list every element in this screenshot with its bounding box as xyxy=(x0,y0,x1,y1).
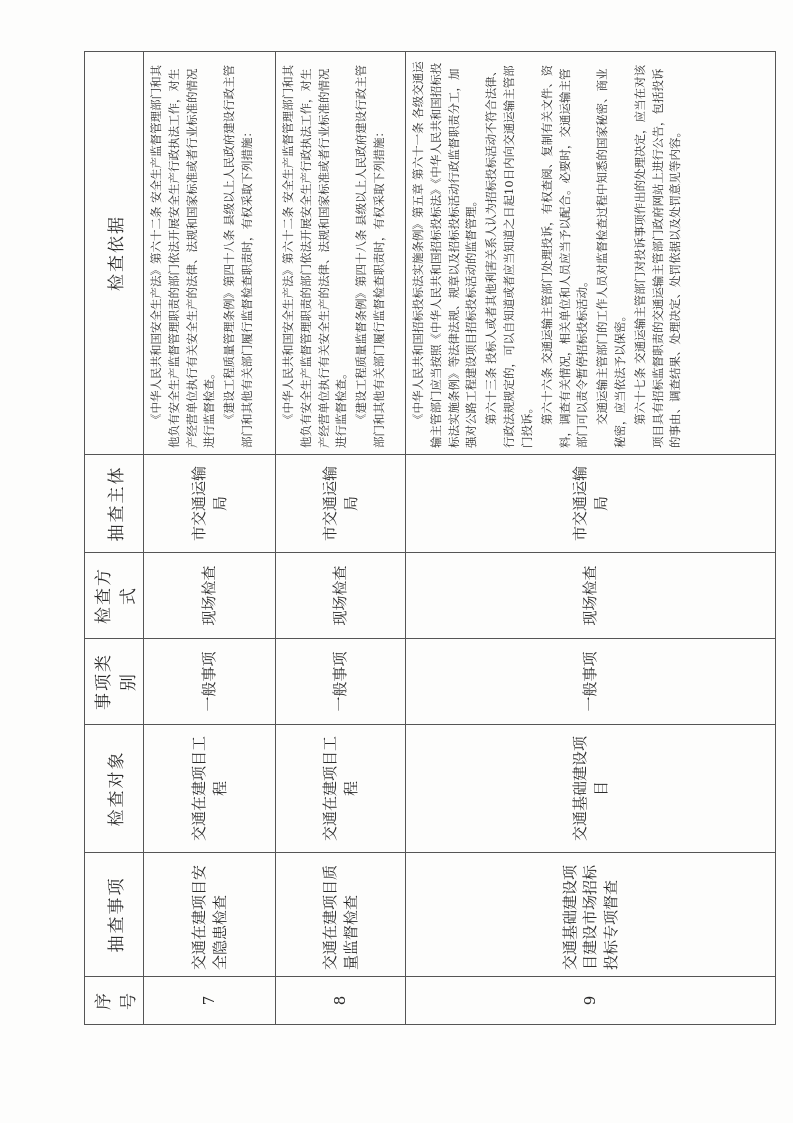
basis-paragraph: 《建设工程质量监督条例》第四十八条 县级以上人民政府建设行政主管部门和其他有关部门履行监督检查职责时，有权采取下列措施： xyxy=(354,64,387,448)
cell-basis xyxy=(276,52,406,455)
cell-category: 一般事项 xyxy=(276,639,406,725)
cell-basis xyxy=(406,52,776,455)
rotated-table-frame xyxy=(84,52,764,1025)
basis-paragraph: 交通运输主管部门的工作人员对监督检查过程中知悉的国家秘密、商业秘密，应当依法予以保密。 xyxy=(595,68,627,448)
header-object: 检查对象 xyxy=(85,725,144,853)
cell-method: 现场检查 xyxy=(144,553,276,639)
basis-paragraph: 《建设工程质量管理条例》第四十八条 县级以上人民政府建设行政主管部门和其他有关部门履行监督检查职责时，有权采取下列措施： xyxy=(222,64,255,448)
header-subject: 抽查主体 xyxy=(85,455,144,553)
basis-paragraph: 《中华人民共和国安全生产法》第六十二条 安全生产监督管理部门和其他负有安全生产监督管理职责的部门依法开展安全生产行政执法工作，对生产经营单位执行有关安全生产的法律、法规和国家标准或者行业标准的情况进行监督检查。 xyxy=(149,64,217,448)
cell-subject: 市交通运输局 xyxy=(276,455,406,553)
basis-paragraph: 《中华人民共和国安全生产法》第六十二条 安全生产监督管理部门和其他负有安全生产监督管理职责的部门依法开展安全生产行政执法工作，对生产经营单位执行有关安全生产的法律、法规和国家标准或者行业标准的情况进行监督检查。 xyxy=(281,64,349,448)
basis-paragraph: 第六十六条 交通运输主管部门处理投诉，有权查阅、复制有关文件、资料，调查有关情况，相关单位和人员应当予以配合。必要时，交通运输主管部门可以责令暂停招标投标活动。 xyxy=(539,64,590,448)
table-row xyxy=(406,52,776,1025)
basis-paragraph: 《中华人民共和国招标投标法实施条例》第五章 第六十一条 各级交通运输主管部门应当按照《中华人民共和国招标投标法》《中华人民共和国招标投标法实施条例》等法律法规、规章以及招标投标活动行政监督职责分工，加强对公路工程建设项目招标投标活动的监督管理。 xyxy=(411,61,479,448)
basis-paragraph: 第六十七条 交通运输主管部门对投诉事项作出的处理决定，应当在对该项目具有招标监督职责的交通运输主管部门政府网站上进行公告，包括投诉的事由、调查结果、处理决定、处罚依据以及处罚意见等内容。 xyxy=(632,64,683,448)
cell-basis xyxy=(144,52,276,455)
inspection-table xyxy=(84,51,776,1025)
cell-item: 交通在建项目质量监督检查 xyxy=(276,853,406,977)
cell-no: 7 xyxy=(144,977,276,1025)
header-basis: 检查依据 xyxy=(85,52,144,455)
cell-object: 交通在建项目工程 xyxy=(144,725,276,853)
cell-method: 现场检查 xyxy=(406,553,776,639)
cell-category: 一般事项 xyxy=(406,639,776,725)
header-no: 序号 xyxy=(85,977,144,1025)
basis-paragraph: 第六十三条 投标人或者其他利害关系人认为招标投标活动不符合法律、行政法规规定的，可以自知道或者应当知道之日起10日内向交通运输主管部门投诉。 xyxy=(484,64,534,448)
cell-method: 现场检查 xyxy=(276,553,406,639)
header-method: 检查方式 xyxy=(85,553,144,639)
header-category: 事项类别 xyxy=(85,639,144,725)
header-item: 抽查事项 xyxy=(85,853,144,977)
cell-subject: 市交通运输局 xyxy=(406,455,776,553)
table-header-row xyxy=(85,52,144,1025)
cell-object: 交通基础建设项目 xyxy=(406,725,776,853)
cell-item: 交通基础建设项目建设市场招标投标专项督查 xyxy=(406,853,776,977)
table-row xyxy=(276,52,406,1025)
cell-object: 交通在建项目工程 xyxy=(276,725,406,853)
cell-category: 一般事项 xyxy=(144,639,276,725)
cell-item: 交通在建项目安全隐患检查 xyxy=(144,853,276,977)
cell-no: 9 xyxy=(406,977,776,1025)
table-row xyxy=(144,52,276,1025)
cell-no: 8 xyxy=(276,977,406,1025)
cell-subject: 市交通运输局 xyxy=(144,455,276,553)
